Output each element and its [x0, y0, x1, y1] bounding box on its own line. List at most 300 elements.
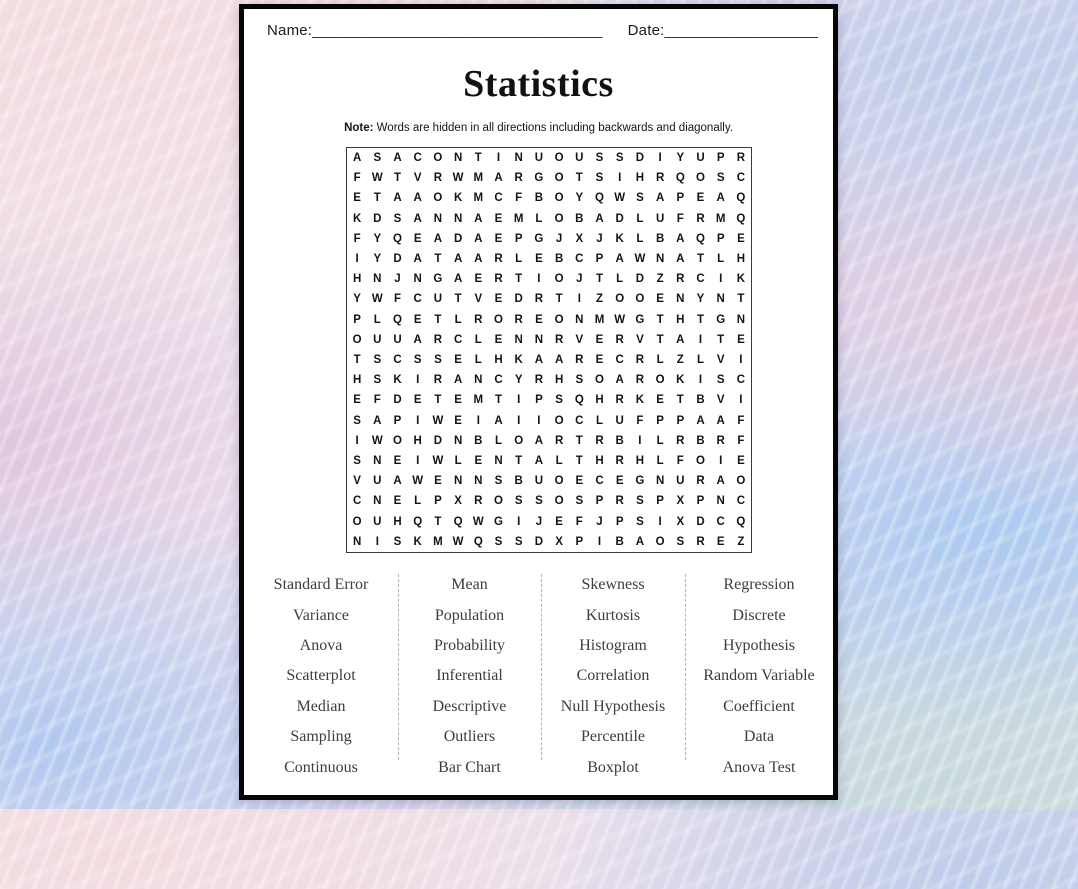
grid-letter: R [474, 313, 483, 326]
grid-letter: O [595, 374, 604, 387]
column-separator [398, 574, 399, 760]
grid-letter: E [535, 313, 543, 326]
word-item: Outliers [443, 728, 496, 746]
grid-letter: C [736, 495, 746, 508]
grid-letter: E [656, 394, 664, 407]
grid-letter: O [554, 172, 564, 185]
grid-letter: T [575, 434, 583, 447]
grid-letter: G [635, 475, 645, 488]
grid-letter: R [433, 172, 443, 185]
grid-letter: P [434, 495, 442, 508]
grid-letter: Y [696, 293, 705, 306]
grid-letter: I [375, 535, 379, 548]
grid-letter: R [696, 535, 705, 548]
grid-letter: V [716, 394, 725, 407]
grid-letter: C [736, 172, 746, 185]
grid-letter: A [554, 354, 564, 367]
grid-letter: A [615, 374, 624, 387]
grid-letter: E [454, 414, 462, 427]
grid-letter: H [736, 253, 746, 266]
grid-letter: Q [736, 212, 746, 225]
grid-letter: E [595, 333, 604, 346]
grid-letter: C [716, 515, 725, 528]
grid-letter: A [413, 192, 422, 205]
grid-letter: X [676, 495, 685, 508]
grid-letter: P [595, 495, 604, 508]
grid-letter: R [635, 354, 645, 367]
grid-letter: B [615, 434, 624, 447]
grid-letter: U [575, 152, 584, 165]
grid-letter: S [636, 515, 644, 528]
grid-letter: S [494, 535, 503, 548]
grid-letter: E [454, 394, 462, 407]
grid-letter: E [494, 212, 503, 225]
grid-letter: P [393, 414, 402, 427]
word-item: Descriptive [432, 697, 507, 715]
grid-letter: K [453, 192, 463, 205]
grid-letter: L [656, 455, 664, 468]
grid-letter: W [371, 434, 383, 447]
grid-letter: Q [413, 515, 423, 528]
grid-letter: W [472, 515, 484, 528]
grid-letter: O [514, 434, 524, 447]
word-item: Null Hypothesis [560, 697, 666, 715]
grid-letter: R [474, 495, 483, 508]
grid-letter: F [737, 414, 745, 427]
grid-letter: A [413, 212, 422, 225]
grid-letter: I [698, 374, 703, 387]
grid-letter: Z [656, 273, 664, 286]
name-field [267, 22, 603, 39]
word-item: Hypothesis [723, 636, 795, 654]
grid-letter: M [594, 313, 605, 326]
grid-letter: L [535, 212, 543, 225]
grid-letter: O [393, 434, 402, 447]
grid-letter: R [736, 152, 746, 165]
grid-letter: N [373, 273, 382, 286]
grid-letter: W [432, 455, 444, 468]
grid-letter: U [676, 475, 685, 488]
grid-letter: N [373, 455, 382, 468]
grid-letter: B [615, 535, 624, 548]
grid-letter: I [577, 293, 581, 306]
grid-letter: T [393, 172, 401, 185]
grid-letter: O [433, 192, 443, 205]
word-item: Percentile [581, 728, 645, 746]
grid-letter: D [635, 152, 645, 165]
word-item: Boxplot [587, 758, 639, 776]
page-title: Statistics [463, 63, 614, 105]
grid-letter: T [575, 455, 583, 468]
grid-letter: A [393, 152, 402, 165]
grid-letter: S [716, 172, 725, 185]
grid-letter: L [454, 455, 462, 468]
grid-letter: I [416, 455, 420, 468]
grid-letter: S [636, 495, 644, 508]
grid-letter: O [554, 414, 564, 427]
grid-letter: E [494, 293, 503, 306]
grid-letter: P [696, 495, 705, 508]
grid-letter: C [413, 293, 422, 306]
grid-letter: U [534, 475, 544, 488]
grid-letter: U [615, 414, 624, 427]
grid-letter: X [575, 232, 584, 245]
worksheet-page [239, 4, 838, 800]
grid-letter: X [555, 535, 563, 548]
grid-letter: R [534, 374, 544, 387]
grid-letter: H [635, 455, 645, 468]
word-list [244, 570, 833, 783]
grid-letter: D [373, 212, 382, 225]
grid-letter: S [393, 535, 402, 548]
grid-letter: L [656, 354, 664, 367]
grid-letter: L [636, 232, 644, 245]
grid-letter: Q [595, 192, 604, 205]
grid-letter: T [656, 333, 664, 346]
word-item: Regression [723, 576, 795, 594]
grid-letter: Q [736, 515, 746, 528]
grid-letter: F [737, 434, 745, 447]
grid-letter: G [716, 313, 726, 326]
grid-letter: N [575, 313, 584, 326]
grid-letter: D [514, 293, 523, 306]
grid-letter: O [554, 152, 564, 165]
grid-letter: R [635, 374, 645, 387]
grid-letter: N [676, 293, 685, 306]
name-label: Name: [267, 22, 313, 39]
grid-letter: I [416, 374, 420, 387]
grid-letter: Z [676, 354, 684, 367]
grid-letter: S [373, 152, 382, 165]
grid-letter: C [575, 414, 584, 427]
grid-letter: O [554, 212, 564, 225]
grid-letter: N [655, 253, 665, 266]
grid-letter: A [413, 333, 422, 346]
grid-letter: K [413, 535, 422, 548]
grid-letter: P [575, 535, 584, 548]
grid-letter: B [534, 192, 544, 205]
grid-letter: K [352, 212, 362, 225]
grid-letter: A [453, 273, 463, 286]
grid-letter: F [353, 172, 361, 185]
grid-letter: N [716, 293, 725, 306]
grid-letter: I [597, 535, 602, 548]
grid-letter: H [635, 172, 645, 185]
grid-letter: E [413, 232, 422, 245]
grid-letter: C [453, 333, 463, 346]
grid-letter: T [696, 253, 704, 266]
grid-letter: A [696, 414, 705, 427]
grid-letter: I [496, 152, 501, 165]
grid-letter: B [554, 253, 564, 266]
grid-letter: A [534, 455, 544, 468]
grid-letter: R [554, 333, 564, 346]
grid-letter: T [434, 515, 442, 528]
grid-letter: K [635, 394, 645, 407]
grid-letter: B [474, 434, 483, 447]
grid-letter: I [618, 172, 622, 185]
grid-letter: R [676, 434, 685, 447]
grid-letter: I [537, 273, 541, 286]
grid-letter: P [656, 495, 664, 508]
grid-letter: E [393, 455, 402, 468]
grid-letter: C [352, 495, 362, 508]
grid-letter: S [636, 192, 644, 205]
grid-letter: I [537, 414, 541, 427]
grid-letter: T [717, 333, 725, 346]
grid-letter: T [494, 394, 502, 407]
grid-letter: P [716, 232, 725, 245]
grid-letter: O [615, 293, 625, 306]
grid-letter: D [696, 515, 705, 528]
grid-letter: I [355, 434, 359, 447]
grid-letter: S [373, 354, 382, 367]
grid-letter: H [494, 354, 503, 367]
grid-letter: P [656, 414, 664, 427]
grid-letter: A [453, 374, 463, 387]
grid-letter: J [394, 273, 401, 286]
grid-letter: O [655, 374, 665, 387]
grid-letter: N [433, 212, 443, 225]
grid-letter: R [696, 475, 705, 488]
grid-letter: P [615, 515, 624, 528]
grid-letter: E [393, 495, 402, 508]
grid-letter: E [737, 232, 745, 245]
grid-letter: G [433, 273, 443, 286]
grid-letter: R [514, 172, 523, 185]
grid-letter: E [737, 333, 745, 346]
grid-letter: I [739, 394, 743, 407]
grid-letter: D [615, 212, 624, 225]
grid-letter: Q [393, 313, 402, 326]
grid-letter: A [655, 192, 665, 205]
grid-letter: S [595, 152, 604, 165]
grid-letter: M [473, 192, 484, 205]
grid-letter: N [514, 152, 523, 165]
grid-letter: I [416, 414, 420, 427]
grid-letter: T [656, 313, 664, 326]
grid-letter: S [373, 374, 382, 387]
grid-letter: O [736, 475, 746, 488]
grid-letter: G [534, 172, 544, 185]
grid-letter: Y [353, 293, 361, 306]
date-blank-line: __________________ [664, 22, 819, 39]
grid-letter: T [696, 313, 704, 326]
grid-letter: H [352, 374, 362, 387]
grid-letter: F [393, 293, 401, 306]
grid-letter: O [554, 273, 564, 286]
grid-letter: O [352, 515, 362, 528]
grid-letter: A [474, 232, 483, 245]
grid-letter: A [635, 535, 645, 548]
grid-letter: A [474, 253, 483, 266]
grid-letter: V [474, 293, 483, 306]
word-item: Anova [299, 636, 343, 654]
grid-letter: O [352, 333, 362, 346]
grid-letter: A [716, 192, 725, 205]
grid-letter: E [494, 333, 503, 346]
grid-letter: S [413, 354, 422, 367]
grid-letter: A [534, 434, 544, 447]
grid-letter: T [737, 293, 745, 306]
grid-letter: E [434, 475, 442, 488]
grid-letter: U [534, 152, 544, 165]
grid-letter: H [676, 313, 685, 326]
grid-letter: B [696, 434, 705, 447]
grid-letter: R [716, 434, 725, 447]
grid-letter: S [494, 475, 503, 488]
grid-letter: O [554, 192, 564, 205]
grid-letter: R [676, 273, 685, 286]
grid-letter: A [676, 333, 685, 346]
grid-letter: A [413, 253, 422, 266]
grid-letter: D [534, 535, 544, 548]
grid-letter: F [575, 515, 583, 528]
grid-letter: K [676, 374, 685, 387]
grid-letter: R [494, 273, 503, 286]
grid-letter: H [393, 515, 402, 528]
grid-letter: N [494, 455, 503, 468]
grid-letter: L [616, 273, 624, 286]
grid-letter: H [554, 374, 564, 387]
grid-letter: U [696, 152, 705, 165]
grid-letter: F [515, 192, 523, 205]
grid-letter: V [413, 172, 422, 185]
grid-letter: A [352, 152, 362, 165]
grid-letter: N [474, 374, 483, 387]
word-item: Inferential [436, 667, 503, 685]
grid-letter: A [494, 414, 503, 427]
grid-letter: A [676, 253, 685, 266]
grid-letter: P [716, 152, 725, 165]
grid-letter: G [635, 313, 645, 326]
grid-letter: C [494, 192, 503, 205]
grid-letter: M [715, 212, 726, 225]
grid-letter: E [656, 293, 664, 306]
word-item: Data [743, 728, 775, 746]
grid-letter: Q [736, 192, 746, 205]
word-item: Continuous [284, 758, 358, 776]
grid-letter: D [393, 253, 402, 266]
word-item: Skewness [581, 576, 645, 594]
grid-letter: L [515, 253, 523, 266]
grid-letter: F [373, 394, 381, 407]
grid-letter: O [433, 152, 443, 165]
grid-letter: T [434, 394, 442, 407]
grid-letter: S [575, 374, 584, 387]
grid-letter: Q [675, 172, 685, 185]
grid-letter: E [696, 192, 705, 205]
grid-letter: P [676, 192, 685, 205]
grid-letter: O [655, 535, 665, 548]
grid-letter: Q [393, 232, 402, 245]
date-field [628, 22, 819, 39]
grid-letter: S [353, 414, 361, 427]
grid-letter: D [393, 394, 402, 407]
grid-letter: W [634, 253, 646, 266]
grid-letter: O [494, 313, 503, 326]
grid-letter: C [696, 273, 705, 286]
grid-letter: A [433, 232, 443, 245]
word-item: Median [296, 697, 346, 715]
grid-letter: E [555, 515, 563, 528]
word-item: Random Variable [703, 667, 815, 685]
grid-letter: Q [574, 394, 584, 407]
grid-letter: N [453, 212, 463, 225]
grid-letter: I [698, 333, 703, 346]
grid-letter: L [474, 354, 482, 367]
grid-letter: K [615, 232, 624, 245]
grid-letter: L [717, 253, 725, 266]
grid-letter: E [474, 273, 483, 286]
grid-letter: C [393, 354, 402, 367]
grid-letter: L [494, 434, 502, 447]
grid-letter: A [494, 172, 503, 185]
name-blank-line: __________________________________ [312, 22, 603, 39]
grid-letter: T [474, 152, 482, 165]
grid-letter: P [353, 313, 361, 326]
grid-letter: N [373, 495, 382, 508]
grid-letter: C [575, 253, 584, 266]
grid-letter: I [517, 515, 521, 528]
grid-letter: O [494, 495, 503, 508]
grid-letter: D [433, 434, 443, 447]
grid-letter: S [595, 172, 604, 185]
grid-letter: S [555, 394, 563, 407]
column-separator [685, 574, 686, 760]
grid-letter: C [736, 374, 746, 387]
grid-letter: Q [473, 535, 483, 548]
grid-letter: X [676, 515, 685, 528]
grid-letter: T [575, 172, 583, 185]
grid-letter: E [353, 192, 361, 205]
grid-letter: N [453, 152, 463, 165]
grid-letter: W [371, 172, 383, 185]
grid-letter: P [676, 414, 685, 427]
grid-letter: N [716, 495, 725, 508]
grid-letter: R [514, 313, 523, 326]
grid-letter: Z [737, 535, 745, 548]
grid-letter: J [596, 232, 603, 245]
grid-letter: P [535, 394, 543, 407]
note-label: Note: [344, 122, 374, 134]
column-separator [541, 574, 542, 760]
grid-letter: R [433, 333, 443, 346]
grid-letter: R [615, 455, 624, 468]
grid-letter: E [353, 394, 361, 407]
grid-letter: U [373, 515, 382, 528]
word-item: Standard Error [273, 576, 369, 594]
date-label: Date: [627, 22, 665, 39]
word-item: Probability [433, 636, 506, 654]
word-item: Correlation [576, 667, 650, 685]
grid-letter: T [434, 253, 442, 266]
grid-letter: R [595, 434, 604, 447]
grid-letter: I [517, 394, 521, 407]
grid-letter: I [517, 414, 521, 427]
grid-letter: O [554, 475, 564, 488]
grid-letter: T [373, 192, 381, 205]
grid-letter: O [554, 313, 564, 326]
grid-letter: L [595, 414, 603, 427]
grid-letter: P [514, 232, 523, 245]
grid-letter: L [696, 354, 704, 367]
grid-letter: S [676, 535, 685, 548]
grid-letter: A [534, 354, 544, 367]
letter-grid [346, 147, 752, 553]
grid-letter: I [355, 253, 359, 266]
grid-letter: S [615, 152, 624, 165]
